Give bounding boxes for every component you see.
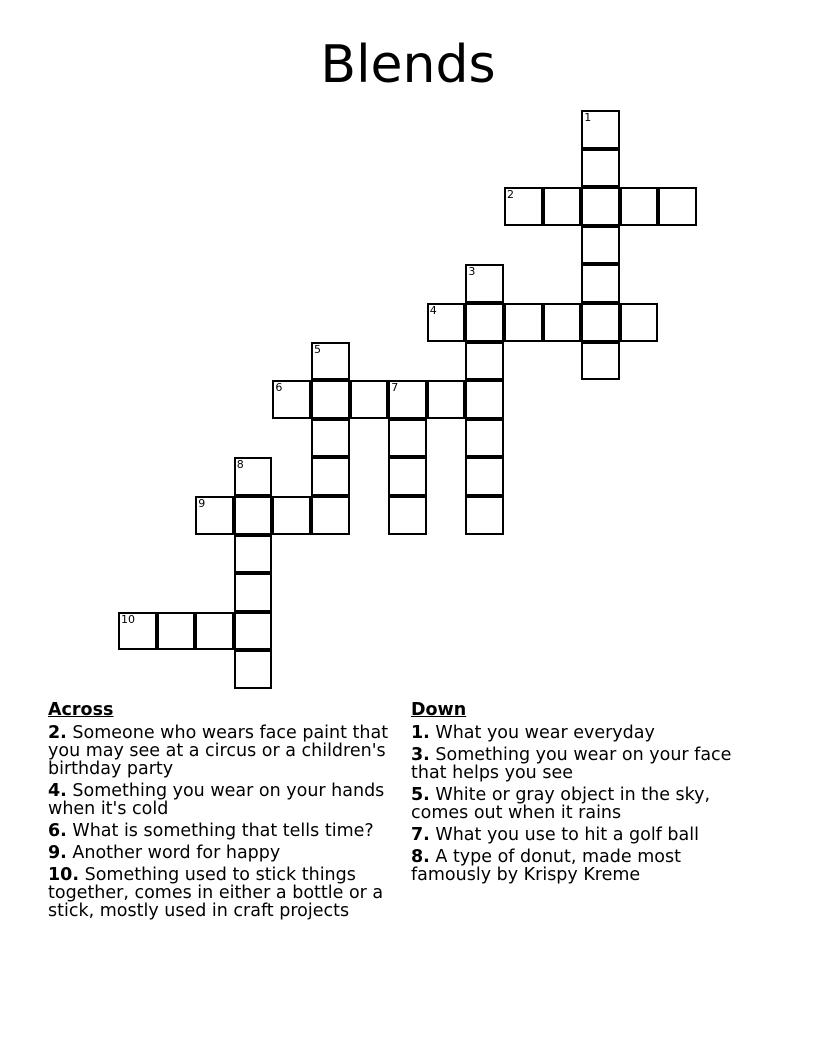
across-clue	[48, 866, 408, 920]
across-clue	[48, 724, 408, 778]
grid-cell[interactable]	[234, 612, 273, 651]
clue-number-label: 3	[468, 265, 476, 279]
clue-text: What you use to hit a golf ball	[435, 825, 699, 845]
grid-cell[interactable]	[465, 457, 504, 496]
grid-cell[interactable]	[118, 612, 157, 651]
clue-text: Another word for happy	[72, 843, 281, 863]
clue-text: What you wear everyday	[435, 723, 655, 743]
clue-text: Something you wear on your face that helps you see	[411, 745, 732, 783]
clue-number: 1.	[411, 723, 430, 743]
clue-number: 7.	[411, 825, 430, 845]
grid-cell[interactable]	[658, 187, 697, 226]
clue-number: 9.	[48, 843, 67, 863]
grid-cell[interactable]	[465, 342, 504, 381]
clue-text: A type of donut, made most famously by Krispy Kreme	[411, 847, 681, 885]
down-clue	[411, 746, 761, 782]
down-clue	[411, 786, 761, 822]
across-heading: Across	[48, 700, 114, 720]
grid-cell[interactable]	[620, 303, 659, 342]
clue-number: 6.	[48, 821, 67, 841]
grid-cell[interactable]	[234, 650, 273, 689]
grid-cell[interactable]	[620, 187, 659, 226]
grid-cell[interactable]	[272, 380, 311, 419]
down-clue	[411, 724, 761, 742]
grid-cell[interactable]	[157, 612, 196, 651]
across-clue	[48, 782, 408, 818]
clue-number: 3.	[411, 745, 430, 765]
grid-cell[interactable]	[581, 226, 620, 265]
grid-cell[interactable]	[234, 457, 273, 496]
clue-number: 5.	[411, 785, 430, 805]
down-heading: Down	[411, 700, 467, 720]
clue-text: What is something that tells time?	[72, 821, 374, 841]
grid-cell[interactable]	[504, 303, 543, 342]
across-clue	[48, 822, 408, 840]
clue-number-label: 4	[429, 304, 437, 317]
clue-number-label: 6	[275, 381, 283, 395]
grid-cell[interactable]	[581, 110, 620, 149]
puzzle-title: Blends	[320, 35, 496, 95]
clue-text: Something you wear on your hands when it's cold	[48, 781, 385, 819]
grid-cell[interactable]	[350, 380, 389, 419]
clue-number-label: 2	[507, 188, 514, 202]
grid-cell[interactable]	[234, 496, 273, 535]
clue-number: 10.	[48, 865, 80, 885]
clue-number-label: 8	[236, 458, 244, 472]
grid-cell[interactable]	[465, 264, 504, 303]
clue-number: 2.	[48, 723, 67, 743]
grid-cell[interactable]	[388, 496, 427, 535]
clue-number: 4.	[48, 781, 67, 801]
down-clues	[411, 700, 761, 888]
clue-text: White or gray object in the sky, comes out when it rains	[411, 785, 711, 823]
grid-cell[interactable]	[311, 342, 350, 381]
grid-cell[interactable]	[581, 303, 620, 342]
clue-number-label: 7	[391, 381, 399, 395]
grid-cell[interactable]	[581, 187, 620, 226]
clue-number-label: 9	[198, 497, 206, 510]
grid-cell[interactable]	[388, 380, 427, 419]
clue-number-label: 1	[584, 111, 592, 124]
grid-cell[interactable]	[388, 457, 427, 496]
clue-text: Someone who wears face paint that you may see at a circus or a children's birthday party	[48, 723, 389, 779]
grid-cell[interactable]	[234, 535, 273, 574]
grid-cell[interactable]	[195, 612, 234, 651]
grid-cell[interactable]	[234, 573, 273, 612]
grid-cell[interactable]	[465, 380, 504, 419]
down-clue	[411, 848, 761, 884]
grid-cell[interactable]	[311, 457, 350, 496]
grid-cell[interactable]	[427, 380, 466, 419]
across-clue	[48, 844, 408, 862]
grid-cell[interactable]	[311, 380, 350, 419]
grid-cell[interactable]	[388, 419, 427, 458]
grid-cell[interactable]	[543, 187, 582, 226]
down-clue	[411, 826, 761, 844]
grid-cell[interactable]	[311, 419, 350, 458]
grid-cell[interactable]	[427, 303, 466, 342]
clue-number-label: 5	[314, 342, 321, 356]
grid-cell[interactable]	[504, 187, 543, 226]
grid-cell[interactable]	[581, 342, 620, 381]
grid-cell[interactable]	[272, 496, 311, 535]
clue-number-label: 10	[121, 612, 135, 626]
grid-cell[interactable]	[195, 496, 234, 535]
clue-text: Something used to stick things together, comes in either a bottle or a stick, mostly used in craft projects	[48, 865, 384, 921]
grid-cell[interactable]	[543, 303, 582, 342]
grid-cell[interactable]	[311, 496, 350, 535]
grid-cell[interactable]	[465, 419, 504, 458]
across-clues	[48, 700, 408, 924]
clue-number: 8.	[411, 847, 430, 867]
grid-cell[interactable]	[465, 496, 504, 535]
grid-cell[interactable]	[581, 264, 620, 303]
grid-cell[interactable]	[581, 149, 620, 188]
grid-cell[interactable]	[465, 303, 504, 342]
